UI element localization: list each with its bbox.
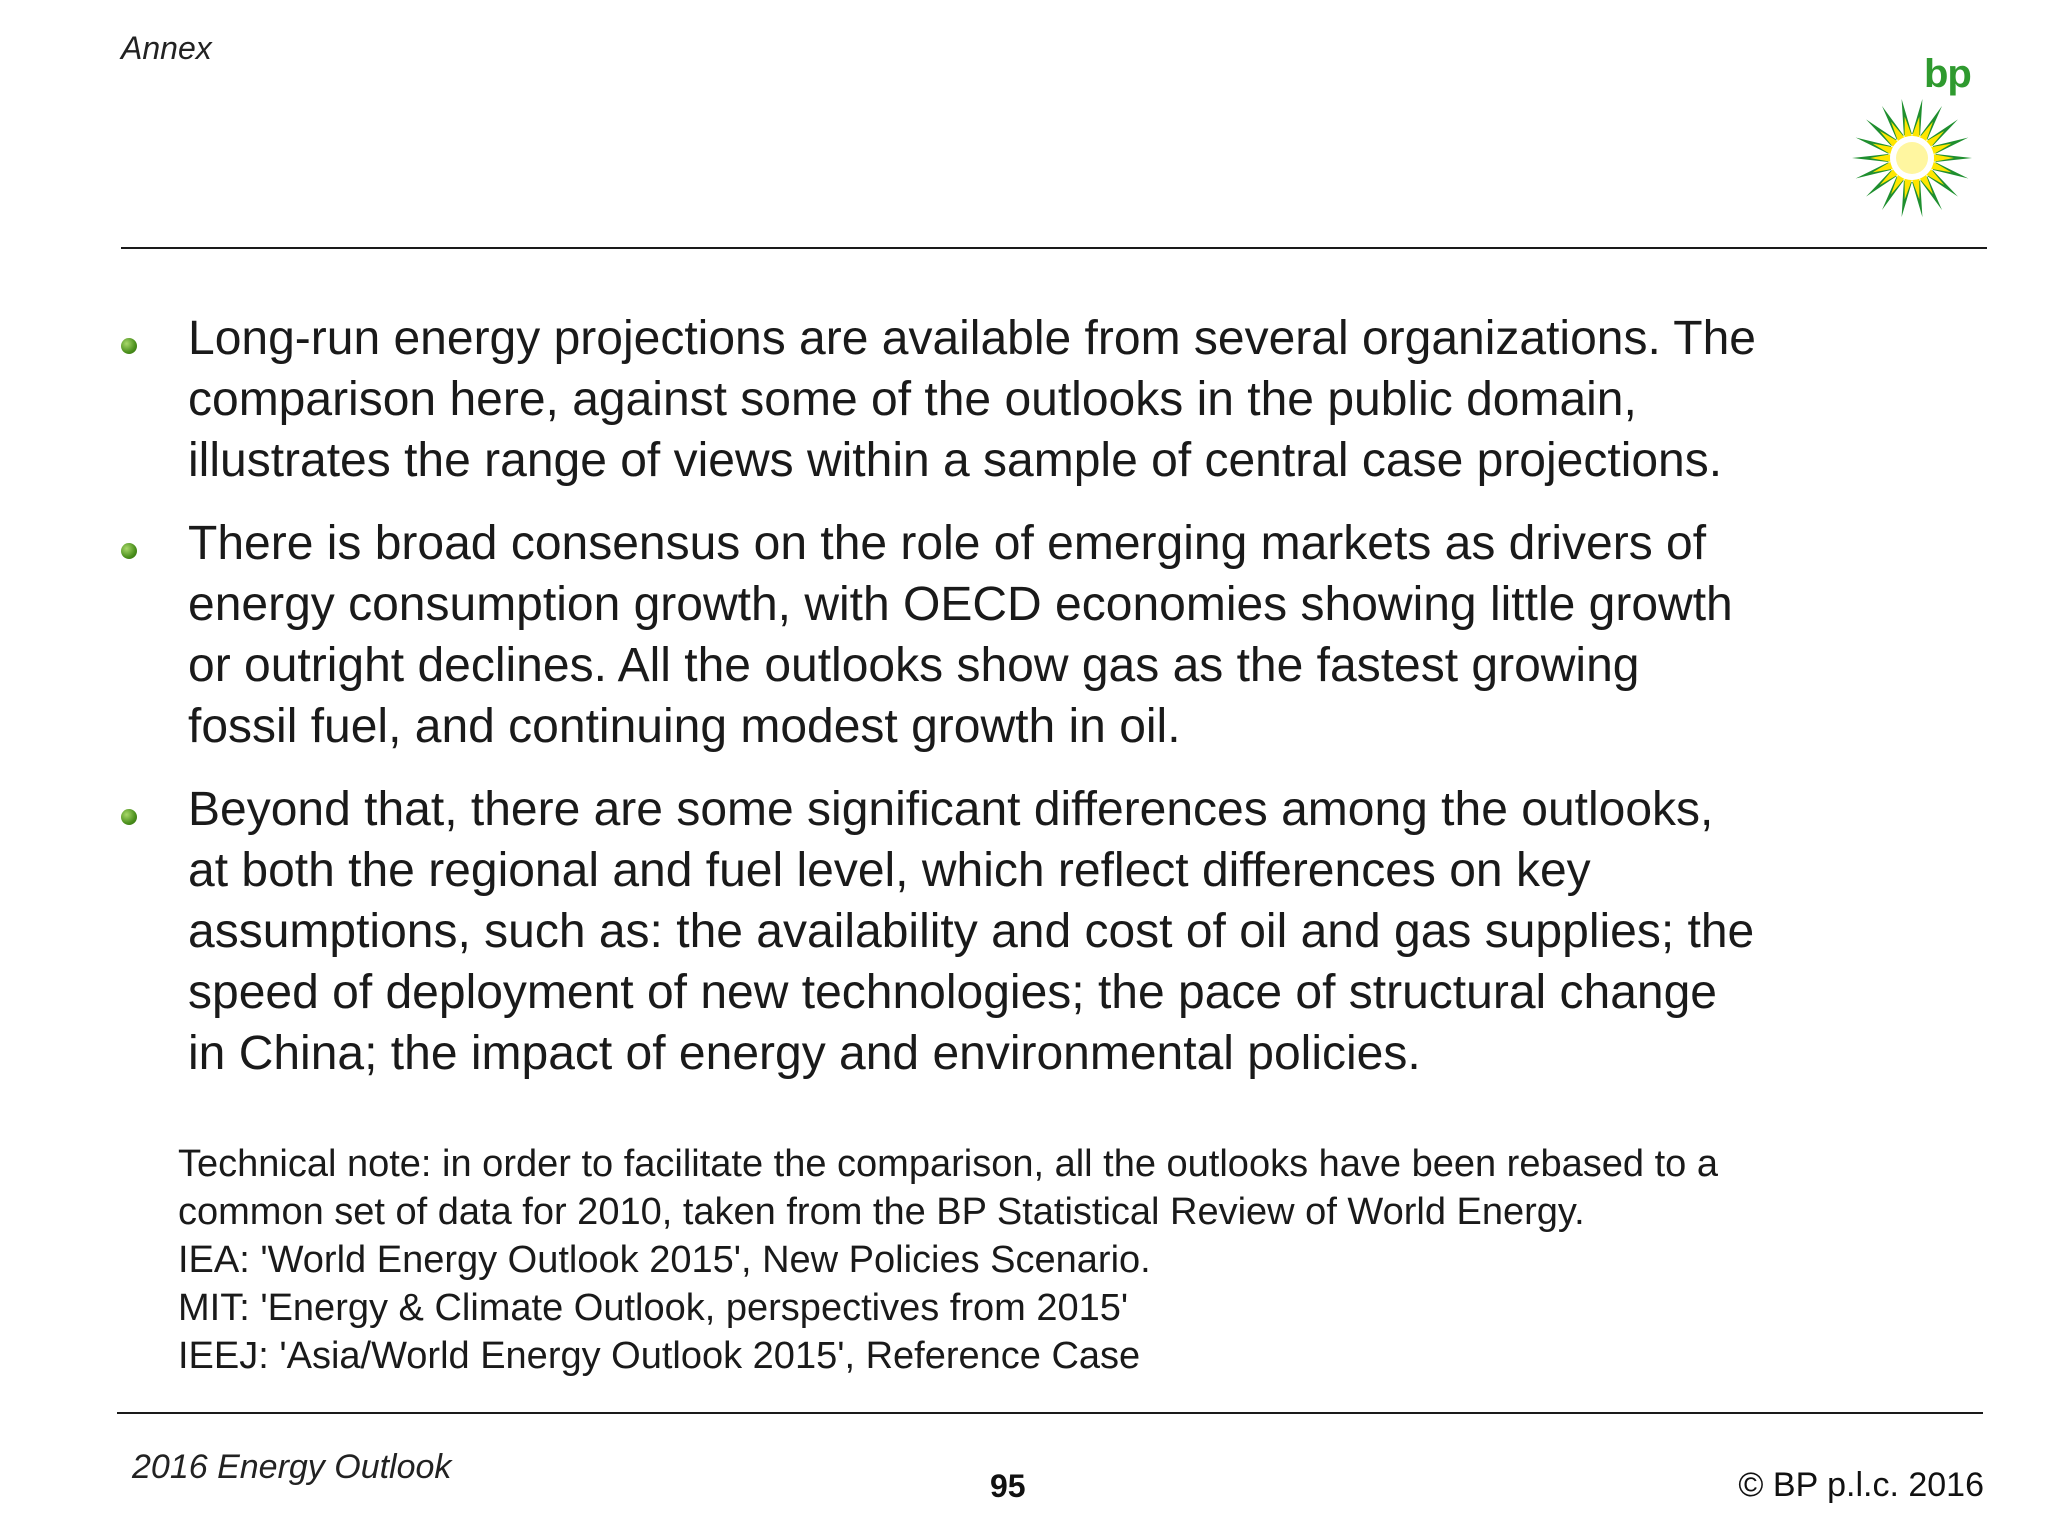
- technical-note-line: Technical note: in order to facilitate the comparison, all the outlooks have been rebased to a: [178, 1143, 1718, 1185]
- helios-icon: [1850, 96, 1974, 220]
- bullet-item: [118, 308, 1998, 491]
- bullet-item: [118, 513, 1998, 757]
- technical-note: [178, 1140, 1978, 1380]
- page-number: 95: [990, 1468, 1026, 1504]
- bullet-icon: [121, 543, 137, 559]
- bullet-icon: [121, 338, 137, 354]
- technical-note-line: IEEJ: 'Asia/World Energy Outlook 2015', Reference Case: [178, 1335, 1141, 1377]
- section-label: Annex: [121, 30, 212, 66]
- bp-logo-text: bp: [1924, 52, 1971, 96]
- bullet-text: There is broad consensus on the role of emerging markets as drivers of energy consumption growth, with OECD economies showing little growth or outright declines. All the outlooks show gas as the fastest growing fossil fuel, and continuing modest growth in oil.: [188, 517, 1733, 753]
- bullet-text: Beyond that, there are some significant differences among the outlooks, at both the regional and fuel level, which reflect differences on key assumptions, such as: the availability and cost of oil and gas supplies; the speed of deployment of new technologies; the pace of structural change in China; the impact of energy and environmental policies.: [188, 783, 1755, 1080]
- bp-logo: [1850, 52, 1980, 222]
- bullet-text: Long-run energy projections are available from several organizations. The comparison here, against some of the outlooks in the public domain, illustrates the range of views within a sample of central case projections.: [188, 312, 1756, 487]
- technical-note-line: MIT: 'Energy & Climate Outlook, perspectives from 2015': [178, 1287, 1129, 1329]
- footer-divider: [117, 1412, 1983, 1414]
- technical-note-line: common set of data for 2010, taken from the BP Statistical Review of World Energy.: [178, 1191, 1585, 1233]
- bullet-list: [118, 308, 1998, 1106]
- bullet-item: [118, 779, 1998, 1084]
- bullet-icon: [121, 809, 137, 825]
- header-divider: [121, 247, 1987, 249]
- footer-title: 2016 Energy Outlook: [132, 1448, 452, 1486]
- technical-note-line: IEA: 'World Energy Outlook 2015', New Policies Scenario.: [178, 1239, 1151, 1281]
- copyright: © BP p.l.c. 2016: [1738, 1466, 1984, 1504]
